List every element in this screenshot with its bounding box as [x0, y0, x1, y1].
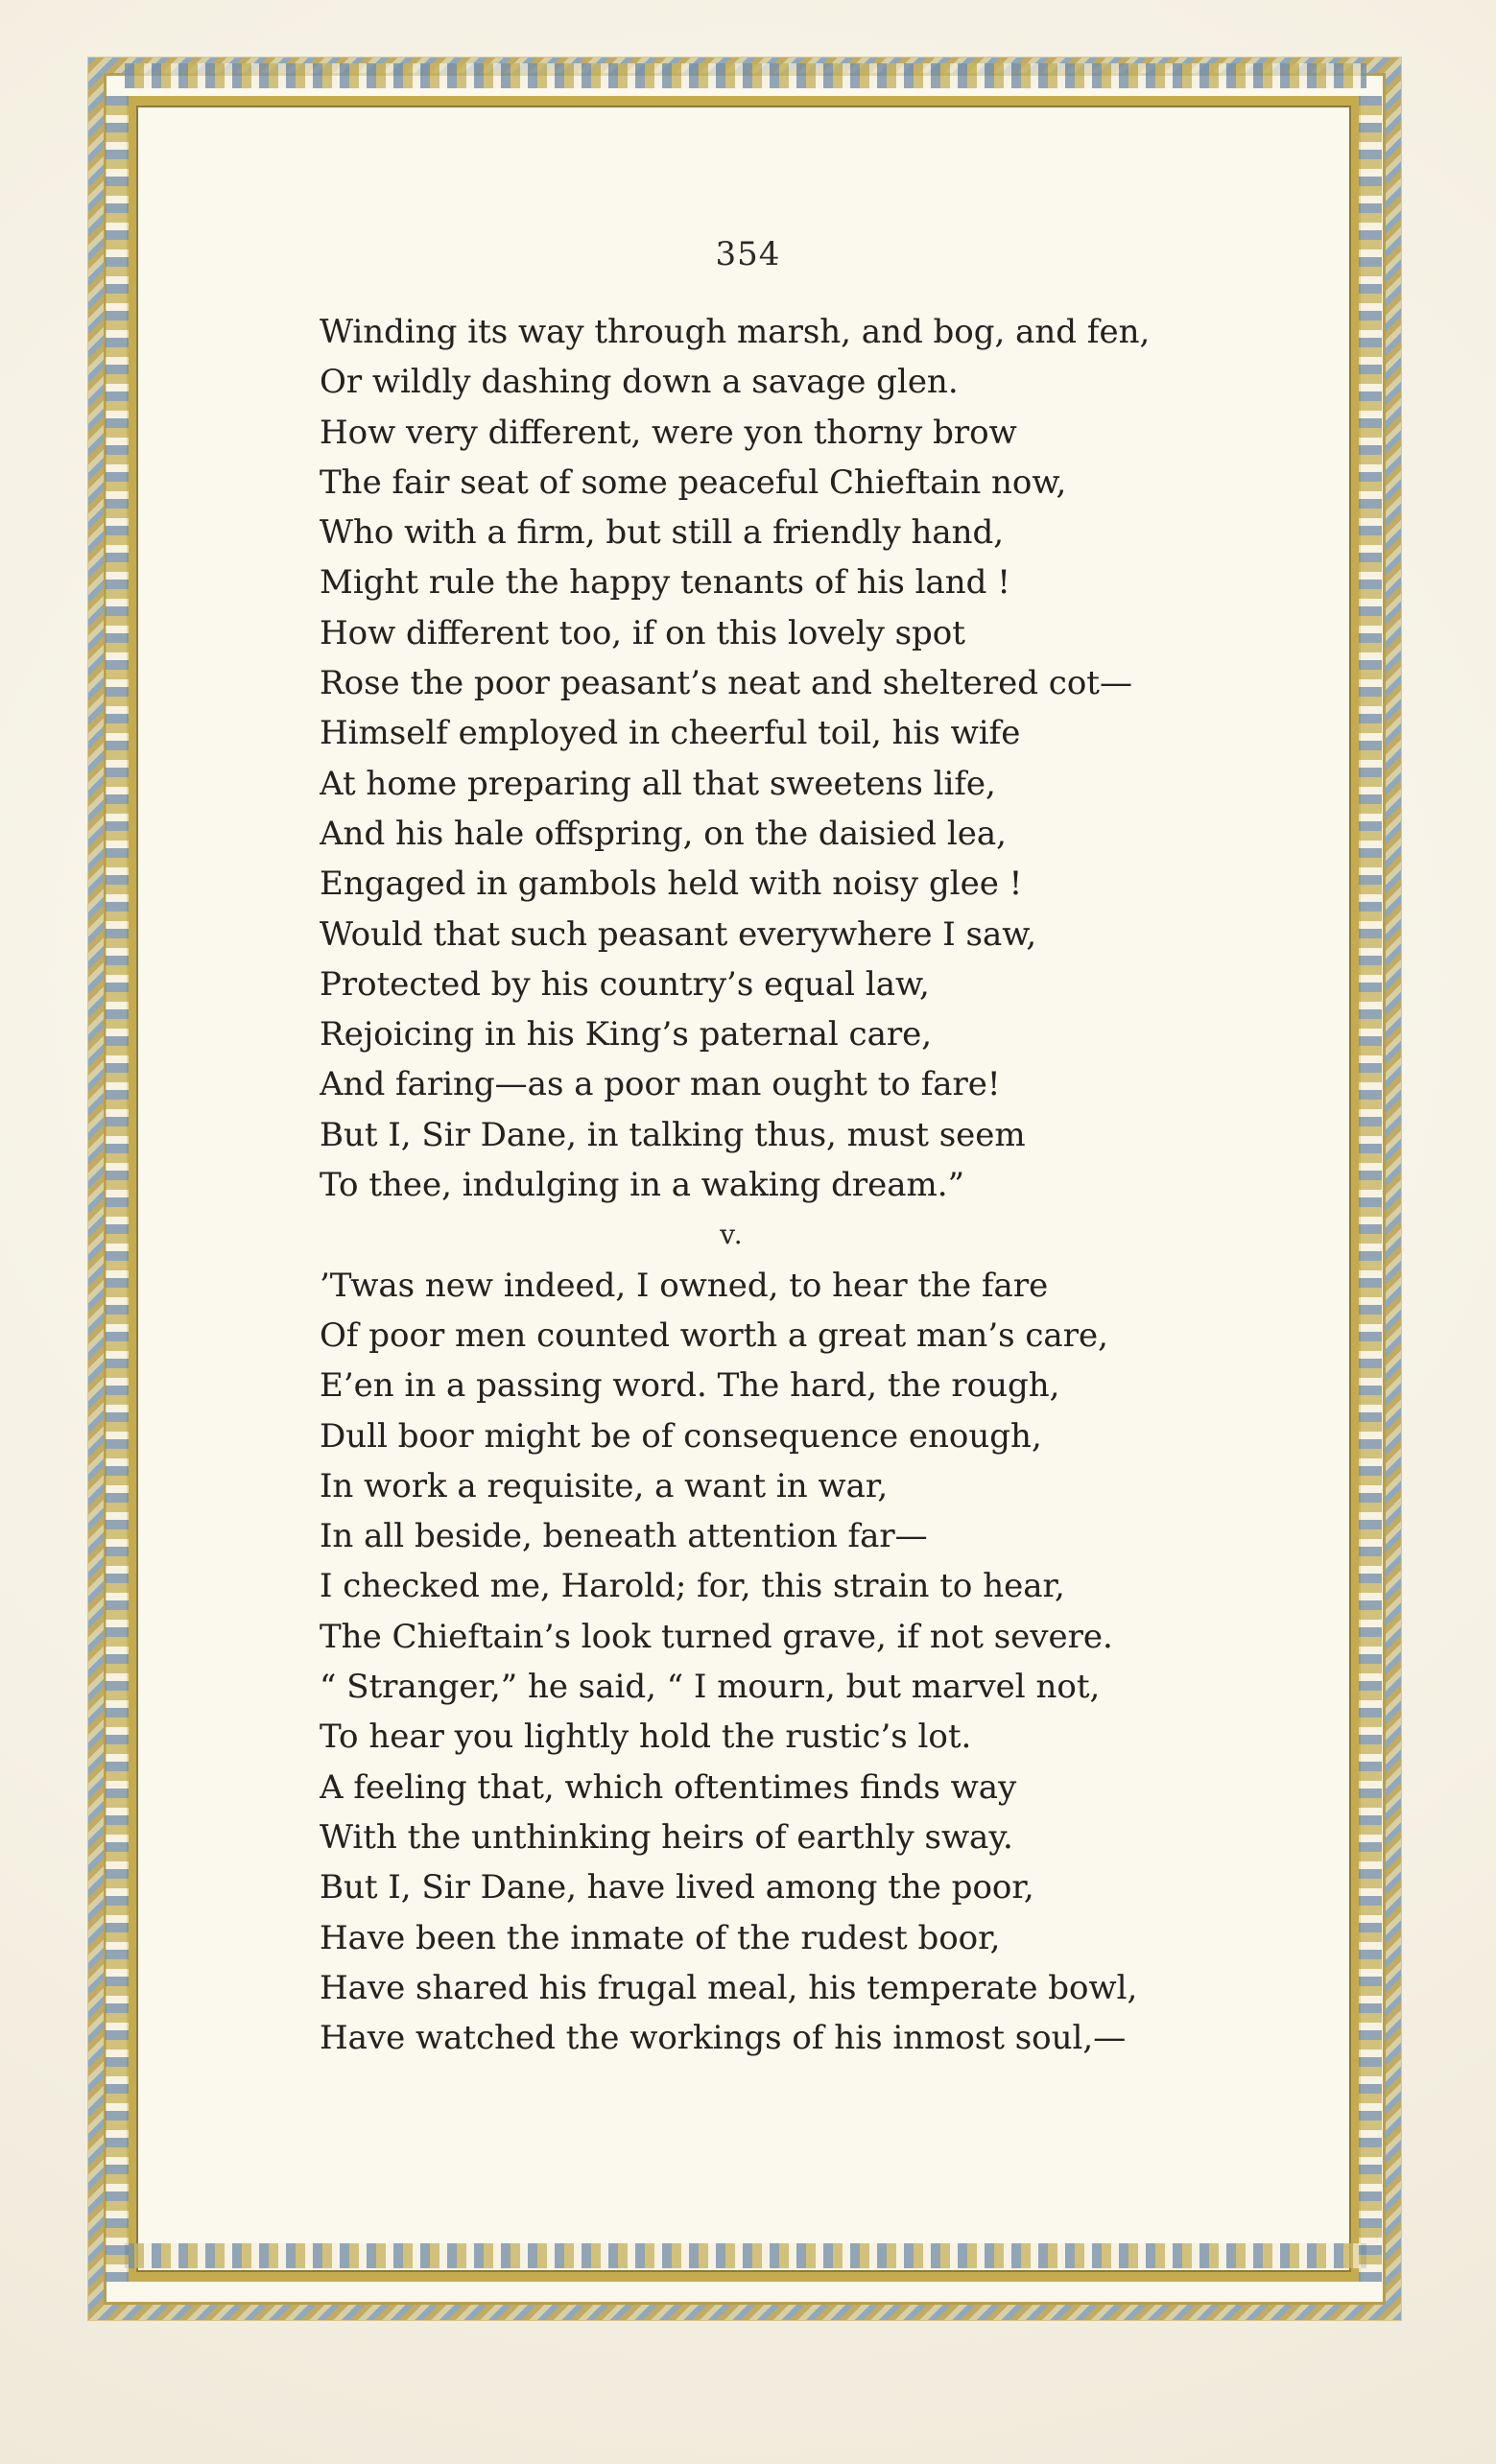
poem-line: But I, Sir Dane, in talking thus, must seem	[320, 1115, 1026, 1154]
poem-line: The Chieftain’s look turned grave, if not severe.	[320, 1617, 1113, 1656]
poem-line: And his hale offspring, on the daisied lea,	[320, 814, 1007, 853]
poem-line: “ Stranger,” he said, “ I mourn, but marvel not,	[320, 1668, 1101, 1707]
poem-line: Of poor men counted worth a great man’s care,	[320, 1315, 1108, 1355]
poem-stanza-before	[320, 307, 1183, 1210]
top-lace-border	[125, 63, 1366, 88]
page-number: 354	[715, 235, 781, 273]
poem-line: Have been the inmate of the rudest boor,	[320, 1918, 1001, 1957]
poem-line: Engaged in gambols held with noisy glee !	[320, 865, 1023, 904]
poem-line: A feeling that, which oftentimes finds way	[320, 1767, 1017, 1807]
poem-line: Have shared his frugal meal, his temperate bowl,	[320, 1968, 1138, 2007]
left-lace-border	[106, 96, 129, 2282]
poem-line: To hear you lightly hold the rustic’s lot.	[320, 1718, 972, 1757]
poem-stanza-after	[320, 1261, 1183, 2064]
poem-line: Or wildly dashing down a savage glen.	[320, 363, 959, 402]
poem-line: And faring—as a poor man ought to fare!	[320, 1065, 1001, 1104]
poem-line: E’en in a passing word. The hard, the rough,	[320, 1366, 1060, 1406]
poem-line: But I, Sir Dane, have lived among the poor,	[320, 1868, 1034, 1907]
poem-line: The fair seat of some peaceful Chieftain now,	[320, 462, 1067, 502]
poem-line: I checked me, Harold; for, this strain to hear,	[320, 1567, 1065, 1606]
poem-line: ’Twas new indeed, I owned, to hear the fare	[320, 1266, 1049, 1305]
poem-line: In all beside, beneath attention far—	[320, 1517, 928, 1556]
poem-line: Might rule the happy tenants of his land !	[320, 563, 1010, 603]
poem-line: Winding its way through marsh, and bog, and fen,	[320, 313, 1151, 351]
poem-line: With the unthinking heirs of earthly sway.	[320, 1817, 1013, 1857]
poem-line: Protected by his country’s equal law,	[320, 964, 930, 1004]
stanza-label: v.	[720, 1219, 745, 1251]
poem-line: At home preparing all that sweetens life,	[320, 764, 996, 803]
poem-line: Who with a firm, but still a friendly hand,	[320, 513, 1005, 553]
poem-line: Rose the poor peasant’s neat and sheltered cot—	[320, 664, 1132, 703]
poem-line: To thee, indulging in a waking dream.”	[320, 1166, 964, 1205]
poem-line: In work a requisite, a want in war,	[320, 1466, 889, 1505]
poem-text	[320, 307, 1183, 2063]
poem-line: Have watched the workings of his inmost soul,—	[320, 2019, 1127, 2058]
poem-line: Rejoicing in his King’s paternal care,	[320, 1015, 933, 1054]
poem-line: Dull boor might be of consequence enough,	[320, 1416, 1042, 1456]
right-lace-border	[1359, 96, 1382, 2282]
poem-line: How different too, if on this lovely spot	[320, 613, 965, 652]
bottom-lace-border	[125, 2243, 1366, 2268]
poem-line: Himself employed in cheerful toil, his wife	[320, 714, 1021, 753]
poem-line: How very different, were yon thorny brow	[320, 413, 1017, 452]
poem-line: Would that such peasant everywhere I saw,	[320, 914, 1037, 954]
